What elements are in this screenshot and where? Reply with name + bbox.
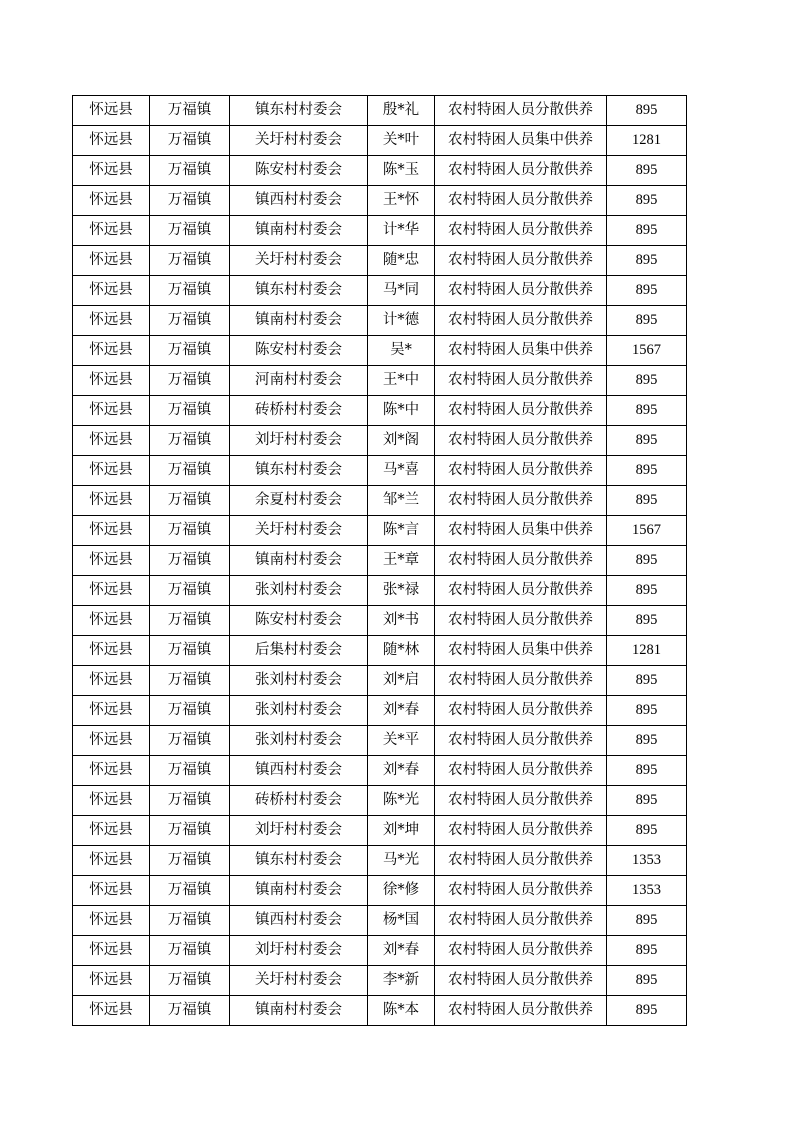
cell-support-type: 农村特困人员集中供养 [435,336,607,366]
cell-town: 万福镇 [150,666,230,696]
cell-village: 陈安村村委会 [230,336,368,366]
cell-name: 刘*启 [368,666,435,696]
cell-town: 万福镇 [150,786,230,816]
cell-town: 万福镇 [150,996,230,1026]
cell-support-type: 农村特困人员分散供养 [435,996,607,1026]
table-row [73,696,687,726]
cell-county: 怀远县 [73,456,150,486]
cell-support-type: 农村特困人员集中供养 [435,126,607,156]
cell-town: 万福镇 [150,876,230,906]
cell-county: 怀远县 [73,696,150,726]
table-row [73,996,687,1026]
table-row [73,186,687,216]
cell-county: 怀远县 [73,336,150,366]
cell-village: 张刘村村委会 [230,726,368,756]
cell-support-type: 农村特困人员分散供养 [435,936,607,966]
table-row [73,936,687,966]
table-row [73,396,687,426]
cell-name: 刘*书 [368,606,435,636]
cell-county: 怀远县 [73,636,150,666]
table-row [73,786,687,816]
cell-county: 怀远县 [73,966,150,996]
table-row [73,756,687,786]
cell-amount: 895 [607,756,687,786]
cell-name: 刘*春 [368,936,435,966]
cell-support-type: 农村特困人员集中供养 [435,516,607,546]
cell-town: 万福镇 [150,846,230,876]
table-row [73,876,687,906]
cell-support-type: 农村特困人员分散供养 [435,756,607,786]
cell-county: 怀远县 [73,306,150,336]
table-row [73,546,687,576]
table-row [73,516,687,546]
table-row [73,276,687,306]
cell-county: 怀远县 [73,396,150,426]
cell-support-type: 农村特困人员分散供养 [435,396,607,426]
cell-name: 刘*坤 [368,816,435,846]
cell-village: 镇东村村委会 [230,276,368,306]
cell-village: 镇西村村委会 [230,756,368,786]
roster-body [73,96,687,1026]
cell-name: 陈*中 [368,396,435,426]
cell-village: 镇南村村委会 [230,996,368,1026]
cell-name: 徐*修 [368,876,435,906]
cell-amount: 1281 [607,126,687,156]
cell-village: 陈安村村委会 [230,156,368,186]
cell-amount: 895 [607,486,687,516]
cell-village: 关圩村村委会 [230,246,368,276]
table-row [73,426,687,456]
cell-amount: 895 [607,366,687,396]
cell-town: 万福镇 [150,186,230,216]
cell-support-type: 农村特困人员分散供养 [435,366,607,396]
cell-name: 马*光 [368,846,435,876]
cell-name: 邹*兰 [368,486,435,516]
cell-support-type: 农村特困人员分散供养 [435,156,607,186]
table-row [73,96,687,126]
cell-name: 张*禄 [368,576,435,606]
cell-support-type: 农村特困人员分散供养 [435,606,607,636]
cell-town: 万福镇 [150,606,230,636]
cell-amount: 1353 [607,846,687,876]
cell-amount: 1281 [607,636,687,666]
cell-amount: 895 [607,426,687,456]
cell-amount: 895 [607,906,687,936]
cell-amount: 895 [607,456,687,486]
cell-town: 万福镇 [150,546,230,576]
table-row [73,486,687,516]
cell-town: 万福镇 [150,426,230,456]
cell-support-type: 农村特困人员分散供养 [435,486,607,516]
assistance-roster-table [72,95,687,1026]
cell-county: 怀远县 [73,486,150,516]
cell-amount: 1567 [607,516,687,546]
cell-town: 万福镇 [150,696,230,726]
cell-county: 怀远县 [73,96,150,126]
cell-amount: 895 [607,576,687,606]
cell-support-type: 农村特困人员分散供养 [435,906,607,936]
cell-village: 张刘村村委会 [230,696,368,726]
cell-town: 万福镇 [150,156,230,186]
cell-amount: 895 [607,156,687,186]
cell-amount: 1567 [607,336,687,366]
cell-support-type: 农村特困人员分散供养 [435,846,607,876]
cell-name: 随*忠 [368,246,435,276]
cell-name: 刘*春 [368,696,435,726]
cell-town: 万福镇 [150,96,230,126]
cell-village: 张刘村村委会 [230,666,368,696]
cell-amount: 895 [607,396,687,426]
cell-name: 计*华 [368,216,435,246]
cell-county: 怀远县 [73,876,150,906]
cell-town: 万福镇 [150,216,230,246]
cell-village: 镇西村村委会 [230,186,368,216]
cell-village: 镇南村村委会 [230,216,368,246]
cell-town: 万福镇 [150,906,230,936]
cell-county: 怀远县 [73,996,150,1026]
cell-amount: 895 [607,786,687,816]
cell-village: 刘圩村村委会 [230,936,368,966]
cell-village: 镇东村村委会 [230,456,368,486]
cell-town: 万福镇 [150,726,230,756]
cell-support-type: 农村特困人员分散供养 [435,216,607,246]
cell-county: 怀远县 [73,576,150,606]
cell-county: 怀远县 [73,786,150,816]
cell-county: 怀远县 [73,666,150,696]
cell-amount: 895 [607,246,687,276]
cell-county: 怀远县 [73,546,150,576]
cell-village: 镇东村村委会 [230,846,368,876]
cell-support-type: 农村特困人员分散供养 [435,96,607,126]
cell-name: 王*中 [368,366,435,396]
cell-support-type: 农村特困人员分散供养 [435,426,607,456]
cell-name: 刘*阁 [368,426,435,456]
table-row [73,306,687,336]
cell-amount: 895 [607,306,687,336]
cell-county: 怀远县 [73,906,150,936]
cell-village: 关圩村村委会 [230,966,368,996]
cell-name: 陈*光 [368,786,435,816]
cell-county: 怀远县 [73,726,150,756]
cell-village: 砖桥村村委会 [230,396,368,426]
cell-county: 怀远县 [73,156,150,186]
table-row [73,156,687,186]
cell-village: 镇南村村委会 [230,306,368,336]
cell-amount: 895 [607,606,687,636]
table-row [73,636,687,666]
cell-support-type: 农村特困人员分散供养 [435,456,607,486]
cell-amount: 895 [607,666,687,696]
cell-village: 余夏村村委会 [230,486,368,516]
cell-town: 万福镇 [150,126,230,156]
cell-support-type: 农村特困人员分散供养 [435,246,607,276]
cell-town: 万福镇 [150,456,230,486]
cell-county: 怀远县 [73,246,150,276]
cell-village: 张刘村村委会 [230,576,368,606]
cell-name: 陈*言 [368,516,435,546]
cell-amount: 895 [607,936,687,966]
cell-town: 万福镇 [150,276,230,306]
cell-county: 怀远县 [73,276,150,306]
cell-amount: 895 [607,966,687,996]
cell-town: 万福镇 [150,936,230,966]
cell-county: 怀远县 [73,186,150,216]
cell-town: 万福镇 [150,576,230,606]
cell-town: 万福镇 [150,966,230,996]
cell-name: 计*德 [368,306,435,336]
cell-town: 万福镇 [150,636,230,666]
cell-amount: 895 [607,216,687,246]
cell-name: 刘*春 [368,756,435,786]
cell-support-type: 农村特困人员分散供养 [435,666,607,696]
table-row [73,336,687,366]
cell-name: 马*喜 [368,456,435,486]
cell-county: 怀远县 [73,756,150,786]
table-row [73,246,687,276]
cell-support-type: 农村特困人员分散供养 [435,816,607,846]
cell-village: 关圩村村委会 [230,126,368,156]
cell-amount: 1353 [607,876,687,906]
cell-support-type: 农村特困人员分散供养 [435,726,607,756]
cell-name: 吴* [368,336,435,366]
table-row [73,906,687,936]
cell-county: 怀远县 [73,606,150,636]
cell-village: 镇西村村委会 [230,906,368,936]
table-row [73,816,687,846]
cell-name: 殷*礼 [368,96,435,126]
cell-county: 怀远县 [73,846,150,876]
cell-amount: 895 [607,96,687,126]
cell-town: 万福镇 [150,756,230,786]
cell-name: 杨*国 [368,906,435,936]
cell-amount: 895 [607,996,687,1026]
cell-support-type: 农村特困人员集中供养 [435,636,607,666]
table-row [73,606,687,636]
table-row [73,366,687,396]
cell-county: 怀远县 [73,126,150,156]
table-row [73,846,687,876]
cell-amount: 895 [607,186,687,216]
cell-town: 万福镇 [150,336,230,366]
cell-name: 陈*玉 [368,156,435,186]
table-row [73,456,687,486]
cell-support-type: 农村特困人员分散供养 [435,186,607,216]
cell-name: 马*同 [368,276,435,306]
cell-amount: 895 [607,546,687,576]
table-row [73,726,687,756]
cell-support-type: 农村特困人员分散供养 [435,546,607,576]
cell-support-type: 农村特困人员分散供养 [435,876,607,906]
table-row [73,126,687,156]
cell-amount: 895 [607,726,687,756]
cell-support-type: 农村特困人员分散供养 [435,576,607,606]
cell-town: 万福镇 [150,396,230,426]
cell-support-type: 农村特困人员分散供养 [435,696,607,726]
cell-village: 河南村村委会 [230,366,368,396]
cell-village: 陈安村村委会 [230,606,368,636]
cell-name: 李*新 [368,966,435,996]
cell-support-type: 农村特困人员分散供养 [435,306,607,336]
cell-town: 万福镇 [150,516,230,546]
cell-county: 怀远县 [73,936,150,966]
cell-name: 王*章 [368,546,435,576]
cell-village: 砖桥村村委会 [230,786,368,816]
cell-town: 万福镇 [150,246,230,276]
cell-county: 怀远县 [73,426,150,456]
cell-town: 万福镇 [150,816,230,846]
table-row [73,666,687,696]
cell-village: 关圩村村委会 [230,516,368,546]
cell-county: 怀远县 [73,516,150,546]
cell-county: 怀远县 [73,216,150,246]
cell-village: 镇南村村委会 [230,546,368,576]
cell-name: 关*平 [368,726,435,756]
cell-amount: 895 [607,696,687,726]
cell-village: 镇南村村委会 [230,876,368,906]
cell-town: 万福镇 [150,366,230,396]
cell-county: 怀远县 [73,366,150,396]
cell-town: 万福镇 [150,486,230,516]
cell-amount: 895 [607,816,687,846]
cell-support-type: 农村特困人员分散供养 [435,276,607,306]
table-row [73,966,687,996]
cell-name: 随*林 [368,636,435,666]
table-row [73,576,687,606]
cell-village: 刘圩村村委会 [230,426,368,456]
cell-support-type: 农村特困人员分散供养 [435,966,607,996]
cell-county: 怀远县 [73,816,150,846]
cell-amount: 895 [607,276,687,306]
cell-town: 万福镇 [150,306,230,336]
cell-name: 陈*本 [368,996,435,1026]
cell-village: 镇东村村委会 [230,96,368,126]
cell-support-type: 农村特困人员分散供养 [435,786,607,816]
cell-village: 后集村村委会 [230,636,368,666]
cell-name: 王*怀 [368,186,435,216]
table-row [73,216,687,246]
cell-name: 关*叶 [368,126,435,156]
cell-village: 刘圩村村委会 [230,816,368,846]
